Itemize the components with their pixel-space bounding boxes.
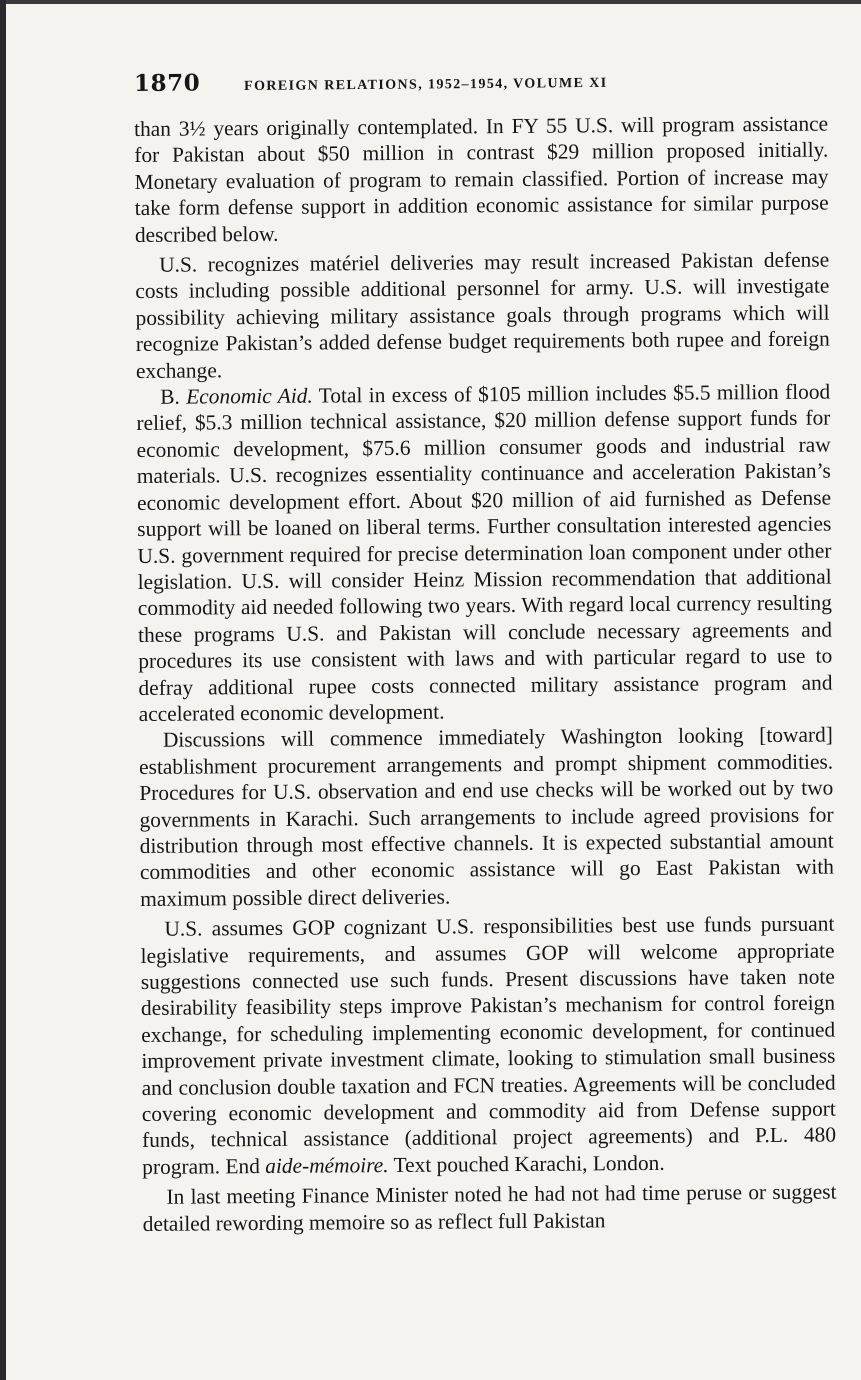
section-heading-economic-aid: Economic Aid. xyxy=(186,383,313,409)
paragraph-1-text: than 3½ years originally contemplated. In FY 55 U.S. will program assistance for Pakistan about $50 million in contrast $29 million proposed initially. Monetary evaluation of program to remain classified. Portion of increase may take form defense support in addition economic assistance for similar purpose described below. xyxy=(134,111,829,247)
scan-left-edge xyxy=(0,0,6,1380)
aide-memoire-term: aide-mémoire. xyxy=(265,1152,389,1178)
paragraph-6-text: In last meeting Finance Minister noted he had not had time peruse or suggest detailed rewording memoire so as reflect full Pakistan xyxy=(142,1179,837,1236)
document-page xyxy=(134,69,837,1237)
paragraph-5-text-b: Text pouched Karachi, London. xyxy=(388,1150,665,1177)
paragraph-6 xyxy=(142,1179,836,1237)
paragraph-2 xyxy=(135,247,830,384)
paragraph-4-text: Discussions will commence immediately Washington looking [toward] establishment procurement arrangements and prompt shipment commodities. Procedures for U.S. observation and end use checks will be worked out by two governments in Karachi. Such arrangements to include agreed provisions for distribution through most effective channels. It is expected substantial amount commodities and other economic assistance will go East Pakistan with maximum possible direct deliveries. xyxy=(139,722,835,911)
paragraph-4 xyxy=(139,722,834,912)
paragraph-economic-aid-text: Total in excess of $105 million includes $5.5 million flood relief, $5.3 million technical assistance, $20 million defense support funds for economic development, $75.6 million consumer goods and industrial raw materials. U.S. recognizes essentiality continuance and acceleration Pakistan’s economic development effort. About $20 million of aid furnished as Defense support will be loaned on liberal terms. Further consultation interested agencies U.S. government required for precise determination loan component under other legislation. U.S. will consider Heinz Mission recommendation that additional commodity aid needed following two years. With regard local currency resulting these programs U.S. and Pakistan will conclude necessary agreements and procedures its use consistent with laws and with particular regard to use to defray additional rupee costs connected military assistance program and accelerated economic development. xyxy=(136,379,833,726)
paragraph-economic-aid xyxy=(136,379,833,728)
body-text xyxy=(134,111,837,1237)
paragraph-5 xyxy=(140,911,836,1181)
paragraph-1 xyxy=(134,111,829,248)
section-letter: B. xyxy=(160,384,187,409)
scan-top-edge xyxy=(0,0,861,4)
running-head xyxy=(134,64,828,110)
paragraph-2-text: U.S. recognizes matériel deliveries may result increased Pakistan defense costs including possible additional personnel for army. U.S. will investigate possibility achieving military assistance goals through programs which will recognize Pakistan’s added defense budget requirements both rupee and foreign exchange. xyxy=(135,247,830,383)
page-number: 1870 xyxy=(134,69,201,97)
running-head-title: FOREIGN RELATIONS, 1952–1954, VOLUME XI xyxy=(244,75,608,95)
paragraph-5-text-a: U.S. assumes GOP cognizant U.S. responsibilities best use funds pursuant legislative requirements, and assumes GOP will welcome appropriate suggestions connected use such funds. Present discussions have taken note desirability feasibility steps improve Pakistan’s mechanism for control foreign exchange, for scheduling implementing economic development, for continued improvement private investment climate, looking to stimulation small business and conclusion double taxation and FCN treaties. Agreements will be concluded covering economic development and commodity aid from Defense support funds, technical assistance (additional project agreements) and P.L. 480 program. End xyxy=(140,911,837,1179)
